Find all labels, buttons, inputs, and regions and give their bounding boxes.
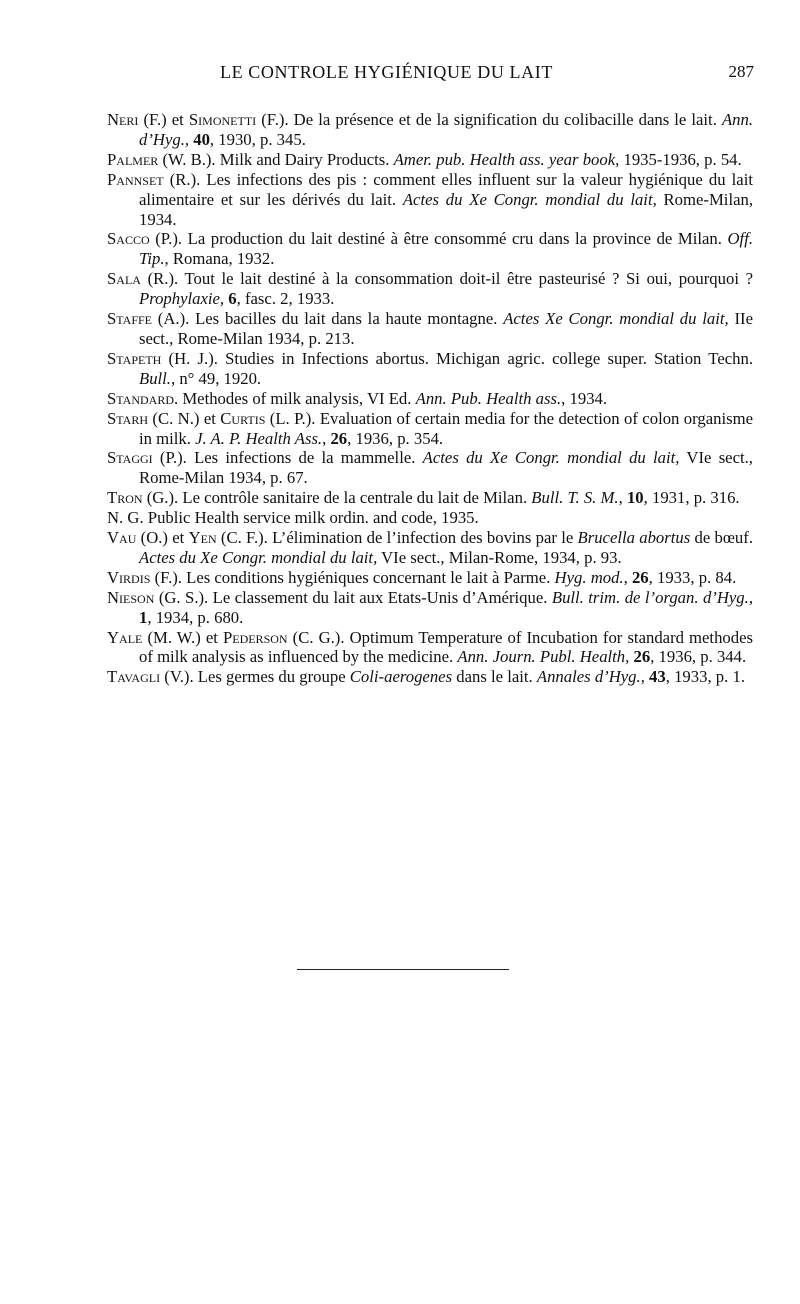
reference-italic-text: Actes du Xe Congr. mondial du lait, — [402, 189, 657, 209]
reference-author: Staggi — [107, 448, 153, 468]
reference-text: 1935-1936, p. 54. — [619, 149, 742, 169]
reference-text: (R.). Les infections des pis : comment elles influent sur la valeur hygiénique du lait alimentaire et sur les dérivés du lait. — [139, 169, 753, 209]
reference-text: (C. F.). L’élimination de l’infection des bovins par le — [216, 528, 578, 548]
reference-author: Curtis — [220, 408, 266, 428]
reference-italic-text: Bull. — [139, 368, 171, 388]
reference-text: (W. B.). Milk and Dairy Products. — [158, 149, 394, 169]
reference-text: de bœuf. — [690, 528, 753, 548]
reference-author: Neri — [107, 110, 139, 129]
reference-text: VIe sect., Rome-Milan 1934, p. 67. — [139, 448, 753, 488]
reference-text: (F.). De la présence et de la signification du colibacille dans le lait. — [256, 110, 722, 129]
reference-italic-text: Off. Tip. — [139, 229, 753, 269]
reference-author: Starh — [107, 408, 148, 428]
reference-author: Tron — [107, 488, 143, 508]
reference-list — [107, 110, 753, 687]
reference-author: Simonetti — [188, 110, 257, 129]
reference-author: Vau — [107, 528, 137, 548]
reference-italic-text: Coli-aerogenes — [349, 667, 453, 687]
reference-text: , — [618, 488, 627, 508]
reference-text: , — [623, 567, 632, 587]
reference-entry — [107, 588, 753, 628]
running-title: LE CONTROLE HYGIÉNIQUE DU LAIT — [220, 62, 553, 82]
reference-text: (R.). Tout le lait destiné à la consommation doit-il être pasteurisé ? Si oui, pourquoi ? — [140, 269, 753, 289]
reference-italic-text: Actes du Xe Congr. mondial du lait, — [139, 547, 378, 567]
reference-author: Yale — [107, 627, 143, 647]
reference-text: (P.). Les infections de la mammelle. — [152, 448, 423, 468]
reference-author: Sala — [107, 269, 141, 289]
reference-volume: 43 — [649, 667, 666, 687]
reference-italic-text: Ann. Journ. Publ. Health, — [457, 647, 630, 667]
reference-text: , — [322, 428, 331, 448]
reference-text: , — [640, 667, 650, 687]
reference-italic-text: Ann. Pub. Health ass. — [415, 388, 562, 408]
reference-italic-text: Bull. trim. de l’organ. d’Hyg. — [551, 587, 749, 607]
reference-text: , 1933, p. 1. — [665, 667, 745, 687]
reference-italic-text: Actes du Xe Congr. mondial du lait, — [422, 448, 680, 468]
end-rule — [297, 969, 509, 970]
reference-entry — [107, 309, 753, 349]
reference-author: Yen — [188, 528, 217, 548]
reference-text: (A.). Les bacilles du lait dans la haute montagne. — [152, 309, 504, 329]
reference-text: , 1933, p. 84. — [648, 567, 737, 587]
reference-author: Virdis — [107, 567, 151, 587]
reference-volume: 10 — [626, 488, 644, 508]
reference-entry — [107, 150, 753, 170]
reference-italic-text: Annales d’Hyg. — [536, 667, 641, 687]
reference-entry — [107, 409, 753, 449]
reference-volume: 6 — [228, 289, 237, 309]
reference-text: , 1930, p. 345. — [209, 129, 306, 149]
reference-text: (F.). Les conditions hygiéniques concernant le lait à Parme. — [150, 567, 555, 587]
reference-author: Pederson — [222, 627, 288, 647]
reference-entry — [107, 389, 753, 409]
reference-entry — [107, 269, 753, 309]
reference-text: (M. W.) et — [142, 627, 223, 647]
reference-entry — [107, 488, 753, 508]
reference-italic-text: J. A. P. Health Ass. — [195, 428, 323, 448]
reference-entry — [107, 508, 753, 528]
reference-italic-text: Amer. pub. Health ass. year book, — [393, 149, 620, 169]
reference-entry — [107, 110, 753, 150]
reference-text: , n° 49, 1920. — [170, 368, 262, 388]
reference-text: , 1931, p. 316. — [643, 488, 740, 508]
reference-text: (P.). La production du lait destiné à être consommé cru dans la province de Milan. — [149, 229, 728, 249]
reference-text: , 1936, p. 354. — [347, 428, 444, 448]
reference-entry — [107, 528, 753, 568]
reference-text: VIe sect., Milan-Rome, 1934, p. 93. — [377, 547, 622, 567]
reference-author: Sacco — [107, 229, 150, 249]
reference-author: Stapeth — [107, 348, 162, 368]
reference-italic-text: Bull. T. S. M. — [531, 488, 619, 508]
reference-volume: 26 — [633, 647, 651, 667]
reference-text: , Romana, 1932. — [164, 249, 275, 269]
reference-text: N. G. Public Health service milk ordin. and code, 1935. — [107, 508, 479, 528]
reference-text: (G.). Le contrôle sanitaire de la centrale du lait de Milan. — [142, 488, 532, 508]
reference-text: Rome-Milan, 1934. — [139, 189, 753, 229]
reference-author: Nieson — [107, 587, 155, 607]
reference-entry — [107, 667, 753, 687]
reference-author: Tavagli — [107, 667, 161, 687]
reference-text: , — [748, 587, 753, 607]
reference-entry — [107, 568, 753, 588]
reference-italic-text: Hyg. mod. — [554, 567, 624, 587]
reference-text: (L. P.). Evaluation of certain media for the detection of colon organisme in milk. — [139, 408, 753, 448]
reference-text: , 1934. — [561, 388, 608, 408]
reference-text: (H. J.). Studies in Infections abortus. Michigan agric. college super. Station Techn. — [161, 348, 753, 368]
reference-text: , — [184, 129, 194, 149]
reference-author: Pannset — [107, 169, 164, 189]
reference-author: Palmer — [107, 149, 159, 169]
reference-text: , 1936, p. 344. — [650, 647, 747, 667]
reference-text: , fasc. 2, 1933. — [236, 289, 335, 309]
reference-entry — [107, 229, 753, 269]
reference-italic-text: Ann. d’Hyg. — [139, 110, 753, 149]
reference-text: (C. G.). Optimum Temperature of Incubation for standard methodes of milk analysis as influenced by the medicine. — [139, 627, 753, 667]
reference-volume: 40 — [193, 129, 210, 149]
reference-entry — [107, 628, 753, 668]
reference-text: IIe sect., Rome-Milan 1934, p. 213. — [139, 309, 753, 348]
reference-entry — [107, 349, 753, 389]
reference-author: Standard — [107, 388, 174, 408]
reference-volume: 26 — [330, 428, 348, 448]
reference-text: (V.). Les germes du groupe — [160, 667, 350, 687]
reference-text: , 1934, p. 680. — [147, 607, 244, 627]
reference-volume: 26 — [631, 567, 649, 587]
reference-text: (G. S.). Le classement du lait aux Etats-Unis d’Amérique. — [154, 587, 552, 607]
reference-italic-text: Prophylaxie, — [139, 289, 225, 309]
reference-italic-text: Actes Xe Congr. mondial du lait, — [503, 309, 729, 329]
reference-text: (F.) et — [138, 110, 189, 129]
reference-text: . Methodes of milk analysis, VI Ed. — [173, 388, 416, 408]
reference-author: Staffe — [107, 309, 152, 329]
page-number: 287 — [728, 62, 754, 81]
reference-volume: 1 — [139, 607, 148, 627]
reference-text: (O.) et — [136, 528, 189, 548]
reference-text: dans le lait. — [452, 667, 537, 687]
reference-entry — [107, 170, 753, 230]
reference-text: (C. N.) et — [148, 408, 221, 428]
reference-italic-text: Brucella abortus — [577, 528, 691, 548]
reference-entry — [107, 448, 753, 488]
